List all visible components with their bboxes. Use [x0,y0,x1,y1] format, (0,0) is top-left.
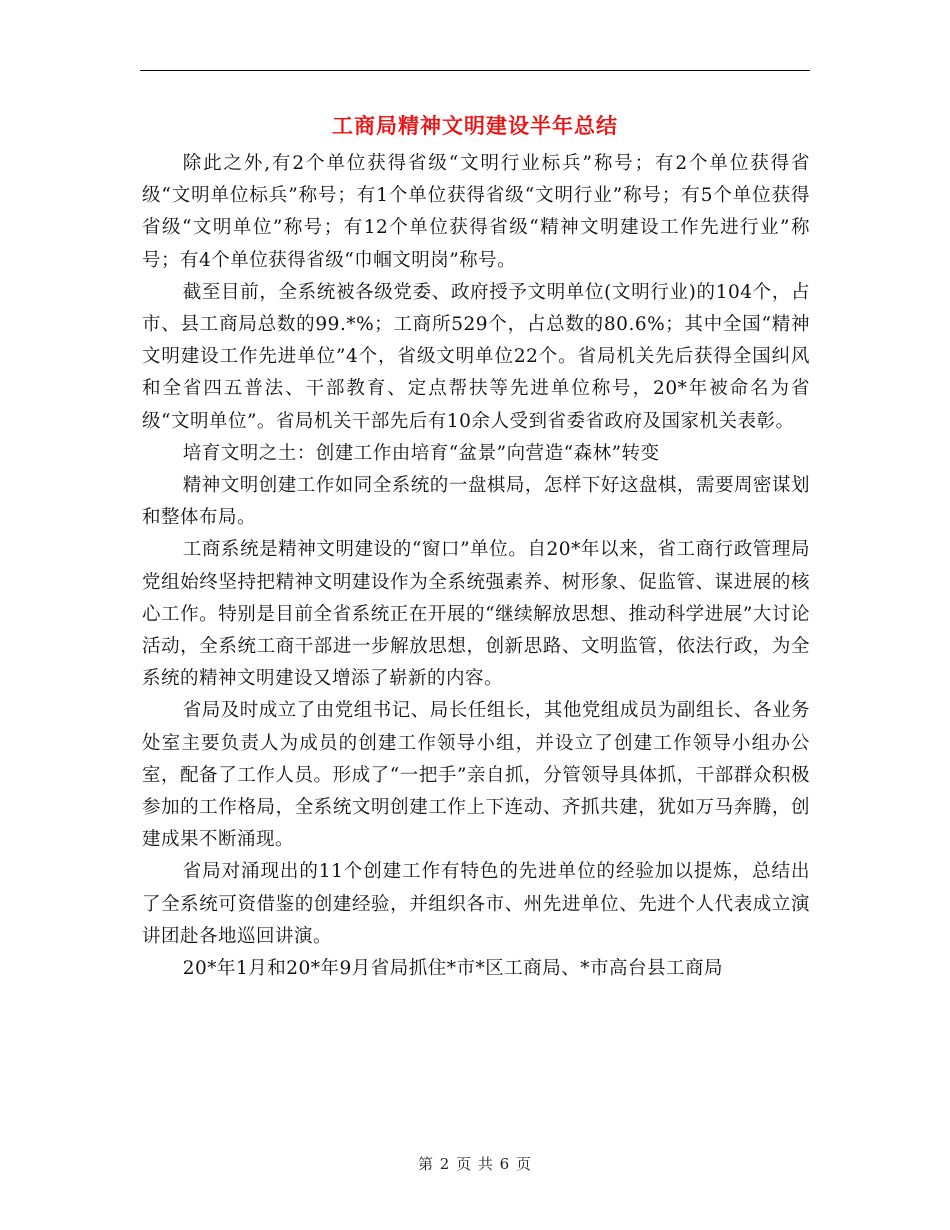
header-rule [140,70,810,71]
document-body [142,148,810,985]
paragraph: 除此之外,有2个单位获得省级“文明行业标兵”称号；有2个单位获得省级“文明单位标兵”称号；有1个单位获得省级“文明行业”称号；有5个单位获得省级“文明单位”称号；有12个单位获得省级“精神文明建设工作先进行业”称号；有4个单位获得省级“巾帼文明岗”称号。 [142,153,810,271]
paragraph: 20*年1月和20*年9月省局抓住*市*区工商局、*市高台县工商局 [182,958,724,980]
section-heading: 培育文明之土：创建工作由培育“盆景”向营造“森林”转变 [182,442,660,464]
document-title: 工商局精神文明建设半年总结 [332,113,618,138]
page-number-footer: 第 2 页 共 6 页 [418,1155,532,1173]
paragraph: 省局对涌现出的11个创建工作有特色的先进单位的经验加以提炼，总结出了全系统可资借鉴的创建经验，并组织各市、州先进单位、先进个人代表成立演讲团赴各地巡回讲演。 [142,861,810,947]
paragraph: 截至目前，全系统被各级党委、政府授予文明单位(文明行业)的104个，占市、县工商局总数的99.*%；工商所529个，占总数的80.6%；其中全国“精神文明建设工作先进单位”4个，省级文明单位22个。省局机关先后获得全国纠风和全省四五普法、干部教育、定点帮扶等先进单位称号，20*年被命名为省级“文明单位”。省局机关干部先后有10余人受到省委省政府及国家机关表彰。 [142,281,810,432]
paragraph: 工商系统是精神文明建设的“窗口”单位。自20*年以来，省工商行政管理局党组始终坚持把精神文明建设作为全系统强素养、树形象、促监管、谋进展的核心工作。特别是目前全省系统正在开展的“继续解放思想、推动科学进展”大讨论活动，全系统工商干部进一步解放思想，创新思路、文明监管，依法行政，为全系统的精神文明建设又增添了崭新的内容。 [142,539,810,690]
paragraph: 省局及时成立了由党组书记、局长任组长，其他党组成员为副组长、各业务处室主要负责人为成员的创建工作领导小组，并设立了创建工作领导小组办公室，配备了工作人员。形成了“一把手”亲自抓，分管领导具体抓，干部群众积极参加的工作格局，全系统文明创建工作上下连动、齐抓共建，犹如万马奔腾，创建成果不断涌现。 [142,700,810,851]
paragraph: 精神文明创建工作如同全系统的一盘棋局，怎样下好这盘棋，需要周密谋划和整体布局。 [142,475,810,529]
